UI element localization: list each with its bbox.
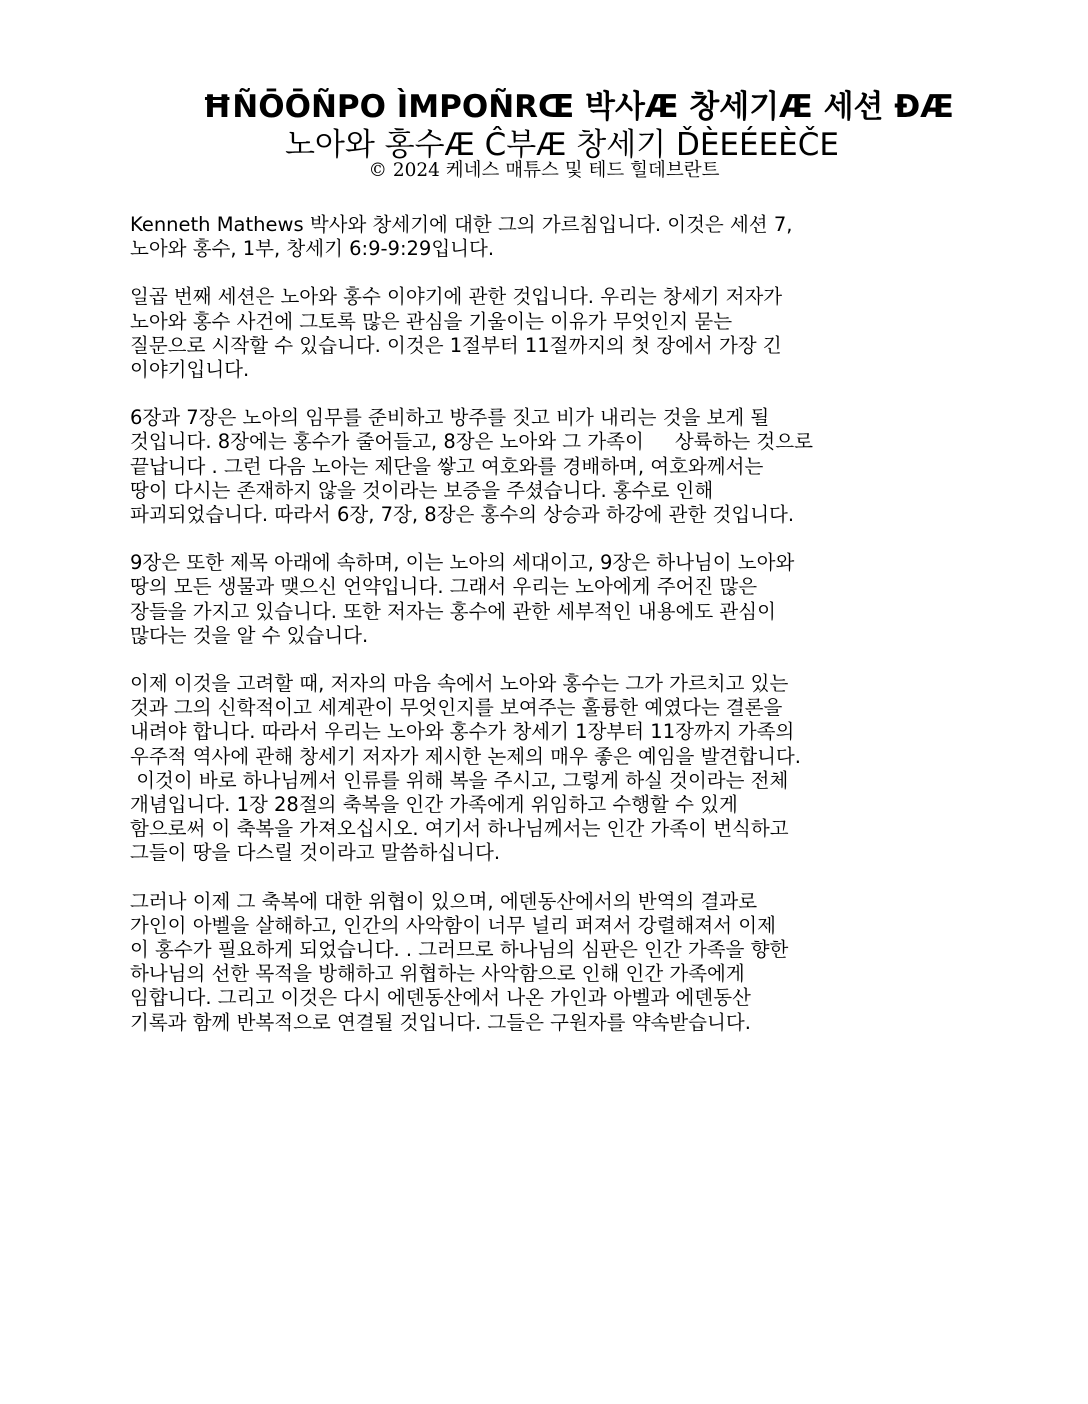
paragraph-line: 파괴되었습니다. 따라서 6장, 7장, 8장은 홍수의 상승과 하강에 관한 것입니다. [130, 503, 795, 527]
paragraph-line: 그들이 땅을 다스릴 것이라고 말씀하십니다. [130, 841, 501, 865]
paragraph-line: 가인이 아벨을 살해하고, 인간의 사악함이 너무 널리 퍼져서 강렬해져서 이제 [130, 913, 776, 937]
paragraph-line: 이것이 바로 하나님께서 인류를 위해 복을 주시고, 그렇게 하실 것이라는 전체 [130, 768, 789, 792]
paragraph-line: 땅의 모든 생물과 맺으신 언약입니다. 그래서 우리는 노아에게 주어진 많은 [130, 575, 758, 599]
paragraph-line: 것입니다. 8장에는 홍수가 줄어들고, 8장은 노아와 그 가족이 상륙하는 것으로 [130, 430, 813, 454]
paragraph-3 [130, 406, 1070, 527]
paragraph-line: 우주적 역사에 관해 창세기 저자가 제시한 논제의 매우 좋은 예임을 발견합니다. [130, 744, 801, 768]
paragraph-1 [130, 213, 1070, 261]
paragraph-line: 내려야 합니다. 따라서 우리는 노아와 홍수가 창세기 1장부터 11장까지 가족의 [130, 720, 795, 744]
paragraph-2 [130, 285, 1070, 382]
paragraph-line: 일곱 번째 세션은 노아와 홍수 이야기에 관한 것입니다. 우리는 창세기 저자가 [130, 285, 783, 309]
paragraph-line: 땅이 다시는 존재하지 않을 것이라는 보증을 주셨습니다. 홍수로 인해 [130, 478, 714, 502]
paragraph-line: 것과 그의 신학적이고 세계관이 무엇인지를 보여주는 훌륭한 예였다는 결론을 [130, 696, 783, 720]
paragraph-line: 끝납니다 . 그런 다음 노아는 제단을 쌓고 여호와를 경배하며, 여호와께서는 [130, 454, 764, 478]
paragraph-line: 기록과 함께 반복적으로 연결될 것입니다. 그들은 구원자를 약속받습니다. [130, 1010, 751, 1034]
paragraph-line: 장들을 가지고 있습니다. 또한 저자는 홍수에 관한 세부적인 내용에도 관심이 [130, 599, 776, 623]
document-body [130, 213, 1070, 1059]
paragraph-line: 노아와 홍수, 1부, 창세기 6:9-9:29입니다. [130, 237, 495, 261]
title-block [0, 88, 1088, 182]
paragraph-line: 이 홍수가 필요하게 되었습니다. . 그러므로 하나님의 심판은 인간 가족을 향한 [130, 938, 789, 962]
paragraph-4 [130, 551, 1070, 648]
copyright-notice: © 2024 케네스 매튜스 및 테드 힐데브란트 [368, 160, 720, 181]
paragraph-line: 개념입니다. 1장 28절의 축복을 인간 가족에게 위임하고 수행할 수 있게 [130, 793, 738, 817]
paragraph-line: 함으로써 이 축복을 가져오십시오. 여기서 하나님께서는 인간 가족이 번식하고 [130, 817, 789, 841]
document-title-line-2: 노아와 홍수Æ Ĉ부Æ 창세기 ĎÈEÉEÈČE [284, 127, 839, 163]
paragraph-6 [130, 890, 1070, 1035]
document-title-line-1: ĦÑŌŌÑPO ÌMPOÑRŒ 박사Æ 창세기Æ 세션 ĐÆ [202, 89, 954, 125]
paragraph-line: 이제 이것을 고려할 때, 저자의 마음 속에서 노아와 홍수는 그가 가르치고 있는 [130, 672, 789, 696]
paragraph-line: Kenneth Mathews 박사와 창세기에 대한 그의 가르침입니다. 이것은 세션 7, [130, 213, 793, 236]
paragraph-line: 하나님의 선한 목적을 방해하고 위협하는 사악함으로 인해 인간 가족에게 [130, 962, 745, 986]
paragraph-line: 9장은 또한 제목 아래에 속하며, 이는 노아의 세대이고, 9장은 하나님이 노아와 [130, 551, 795, 575]
paragraph-5 [130, 672, 1070, 866]
paragraph-line: 질문으로 시작할 수 있습니다. 이것은 1절부터 11절까지의 첫 장에서 가장 긴 [130, 333, 782, 357]
paragraph-line: 6장과 7장은 노아의 임무를 준비하고 방주를 짓고 비가 내리는 것을 보게 될 [130, 406, 770, 430]
paragraph-line: 그러나 이제 그 축복에 대한 위협이 있으며, 에덴동산에서의 반역의 결과로 [130, 889, 758, 913]
paragraph-line: 많다는 것을 알 수 있습니다. [130, 623, 369, 647]
paragraph-line: 임합니다. 그리고 이것은 다시 에덴동산에서 나온 가인과 아벨과 에덴동산 [130, 986, 751, 1010]
paragraph-line: 이야기입니다. [130, 358, 250, 382]
paragraph-line: 노아와 홍수 사건에 그토록 많은 관심을 기울이는 이유가 무엇인지 묻는 [130, 309, 733, 333]
